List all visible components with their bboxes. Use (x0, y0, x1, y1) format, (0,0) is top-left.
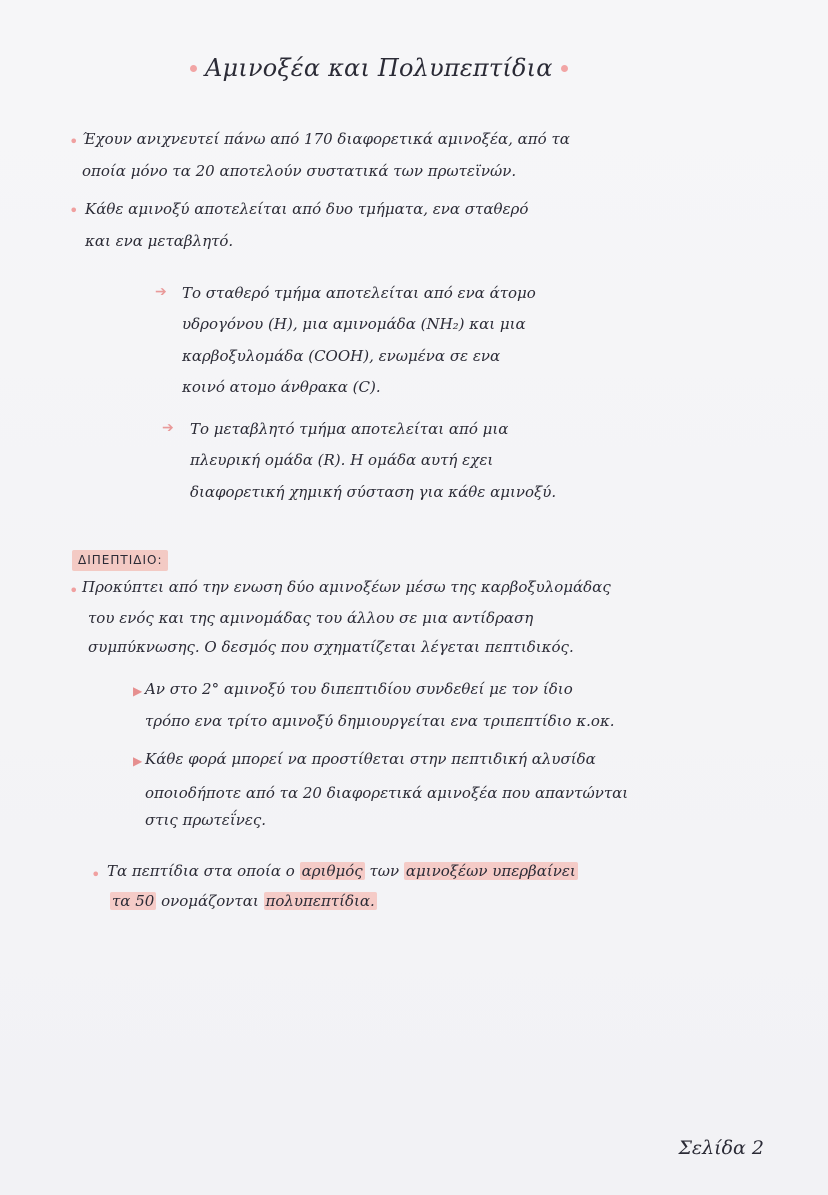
final-bullet-word: ονομάζονται (161, 892, 259, 910)
bullet-2-line-2: και ενα μεταβλητό. (85, 232, 234, 250)
highlight-polypeptidia: πολυπεπτίδια. (265, 892, 375, 910)
bullet-dot-icon: • (91, 865, 101, 884)
page-number: Σελίδα 2 (678, 1137, 764, 1159)
section-heading-dipeptide: ΔΙΠΕΠΤΙΔΙΟ: (72, 550, 168, 571)
arrow-right-icon: ➔ (162, 420, 174, 436)
subpoint-1-line-2: τρόπο ενα τρίτο αμινοξύ δημιουργείται ενα τριπεπτίδιο κ.οκ. (145, 712, 615, 730)
title-right-dot-icon (561, 65, 568, 72)
final-bullet-mid: των (369, 862, 400, 880)
page-title (205, 54, 553, 82)
bullet-dot-icon: • (69, 201, 79, 220)
bullet-2-line-1: Κάθε αμινοξύ αποτελείται από δυο τμήματα, ενα σταθερό (85, 200, 529, 218)
highlight-aminoxeon: αμινοξέων υπερβαίνει (405, 862, 576, 880)
final-bullet-prefix: Τα πεπτίδια στα οποία ο (107, 862, 295, 880)
bullet-1-line-2: οποία μόνο τα 20 αποτελούν συστατικά των πρωτεϊνών. (82, 162, 517, 180)
dipeptide-line-3: συμπύκνωσης. Ο δεσμός που σχηματίζεται λέγεται πεπτιδικός. (88, 638, 574, 656)
arrow-2-line-3: διαφορετική χημική σύσταση για κάθε αμινοξύ. (190, 483, 557, 501)
dipeptide-line-2: του ενός και της αμινομάδας του άλλου σε μια αντίδραση (88, 609, 534, 627)
arrow-1-line-1: Το σταθερό τμήμα αποτελείται από ενα άτομο (182, 284, 536, 302)
arrow-2-line-2: πλευρική ομάδα (R). Η ομάδα αυτή εχει (190, 451, 494, 469)
triangle-marker-icon: ▶ (133, 684, 143, 698)
arrow-1-line-3: καρβοξυλομάδα (COOH), ενωμένα σε ενα (182, 347, 501, 365)
subpoint-2-line-3: στις πρωτεΐνες. (145, 811, 267, 829)
triangle-marker-icon: ▶ (133, 754, 143, 768)
title-area (190, 48, 553, 88)
subpoint-2-line-2: οποιοδήποτε από τα 20 διαφορετικά αμινοξέα που απαντώνται (145, 784, 629, 802)
subpoint-2-line-1: Κάθε φορά μπορεί να προστίθεται στην πεπτιδική αλυσίδα (145, 750, 596, 768)
bullet-dot-icon: • (69, 581, 79, 600)
arrow-right-icon: ➔ (155, 284, 167, 300)
subpoint-1-line-1: Αν στο 2° αμινοξύ του διπεπτιδίου συνδεθεί με τον ίδιο (145, 680, 573, 698)
page-title-text: Αμινοξέα και Πολυπεπτίδια (205, 54, 553, 82)
final-bullet-line-1 (107, 861, 578, 881)
title-left-dot-icon (190, 65, 197, 72)
arrow-2-line-1: Το μεταβλητό τμήμα αποτελείται από μια (190, 420, 509, 438)
bullet-dot-icon: • (69, 132, 79, 151)
bullet-1-line-1: Έχουν ανιχνευτεί πάνω από 170 διαφορετικά αμινοξέα, από τα (82, 130, 570, 148)
dipeptide-line-1: Προκύπτει από την ενωση δύο αμινοξέων μέσω της καρβοξυλομάδας (82, 578, 611, 596)
final-bullet-line-2 (110, 891, 377, 911)
highlight-ta-50: τα 50 (112, 892, 155, 910)
highlight-arithmos: αριθμός (301, 862, 363, 880)
arrow-1-line-4: κοινό ατομο άνθρακα (C). (182, 378, 381, 396)
arrow-1-line-2: υδρογόνου (Η), μια αμινομάδα (ΝΗ₂) και μια (182, 315, 526, 333)
